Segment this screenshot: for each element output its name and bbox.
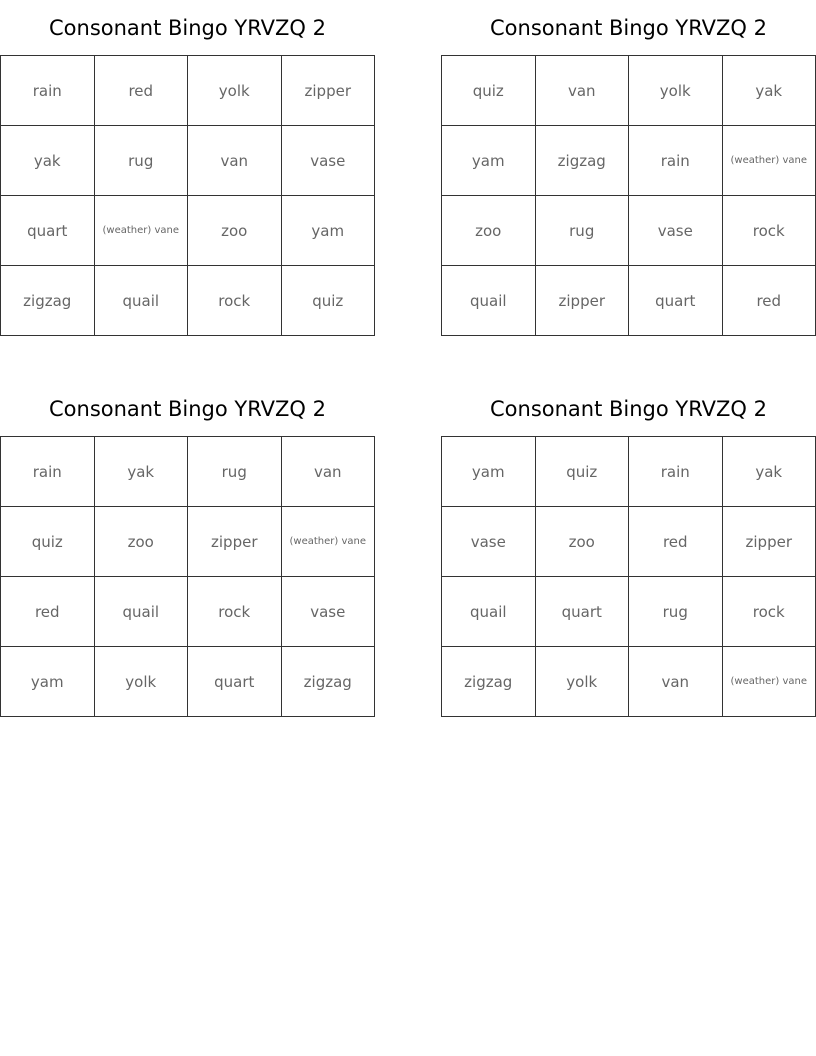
bingo-cell: red [723,266,816,336]
bingo-cell: (weather) vane [723,126,816,196]
bingo-cell: zigzag [1,266,95,336]
bingo-cell: yam [1,647,95,717]
bingo-cell: vase [282,577,376,647]
bingo-cell: van [188,126,282,196]
bingo-cell: quail [95,577,189,647]
bingo-cell: yolk [536,647,630,717]
bingo-cell: rain [629,126,723,196]
bingo-cell: yolk [629,56,723,126]
bingo-cell: quiz [442,56,536,126]
card-title: Consonant Bingo YRVZQ 2 [490,397,767,421]
bingo-card-3 [0,381,375,717]
bingo-cell: quail [95,266,189,336]
bingo-cell: quiz [1,507,95,577]
bingo-cell: quiz [536,437,630,507]
bingo-cell: zipper [188,507,282,577]
bingo-grid [441,436,816,717]
bingo-cell: yak [723,56,816,126]
bingo-cell: vase [442,507,536,577]
bingo-cell: (weather) vane [282,507,376,577]
bingo-cell: quart [629,266,723,336]
bingo-grid [0,55,375,336]
bingo-cell: yolk [95,647,189,717]
bingo-cell: red [95,56,189,126]
bingo-cell: (weather) vane [95,196,189,266]
bingo-cell: zipper [282,56,376,126]
bingo-cell: quart [1,196,95,266]
bingo-card-2 [441,0,816,336]
bingo-cell: zoo [536,507,630,577]
bingo-cell: quiz [282,266,376,336]
bingo-cell: rain [629,437,723,507]
bingo-cell: rug [188,437,282,507]
bingo-cell: rain [1,56,95,126]
bingo-cell: yak [1,126,95,196]
bingo-cell: yak [95,437,189,507]
bingo-cell: rock [188,266,282,336]
bingo-cell: quail [442,577,536,647]
bingo-cell: zoo [442,196,536,266]
bingo-cell: yam [282,196,376,266]
bingo-cell: quail [442,266,536,336]
bingo-grid [0,436,375,717]
bingo-cell: zigzag [536,126,630,196]
bingo-cell: yolk [188,56,282,126]
card-title: Consonant Bingo YRVZQ 2 [49,397,326,421]
bingo-cell: rain [1,437,95,507]
bingo-cell: quart [536,577,630,647]
bingo-cell: red [629,507,723,577]
bingo-cell: red [1,577,95,647]
bingo-cell: rug [95,126,189,196]
bingo-cell: rock [723,196,816,266]
bingo-cell: rock [188,577,282,647]
bingo-cell: zigzag [282,647,376,717]
bingo-cell: van [282,437,376,507]
bingo-card-1 [0,0,375,336]
bingo-cell: zoo [95,507,189,577]
bingo-cell: zipper [723,507,816,577]
bingo-cell: zoo [188,196,282,266]
card-title: Consonant Bingo YRVZQ 2 [490,16,767,40]
bingo-cell: yam [442,437,536,507]
bingo-cell: vase [282,126,376,196]
bingo-cell: van [536,56,630,126]
bingo-cell: quart [188,647,282,717]
bingo-cell: rock [723,577,816,647]
card-title: Consonant Bingo YRVZQ 2 [49,16,326,40]
bingo-cell: (weather) vane [723,647,816,717]
bingo-cell: van [629,647,723,717]
bingo-cell: zigzag [442,647,536,717]
bingo-card-4 [441,381,816,717]
bingo-cell: yak [723,437,816,507]
bingo-cell: rug [629,577,723,647]
bingo-cell: yam [442,126,536,196]
bingo-grid [441,55,816,336]
bingo-cell: rug [536,196,630,266]
bingo-cell: vase [629,196,723,266]
bingo-cell: zipper [536,266,630,336]
